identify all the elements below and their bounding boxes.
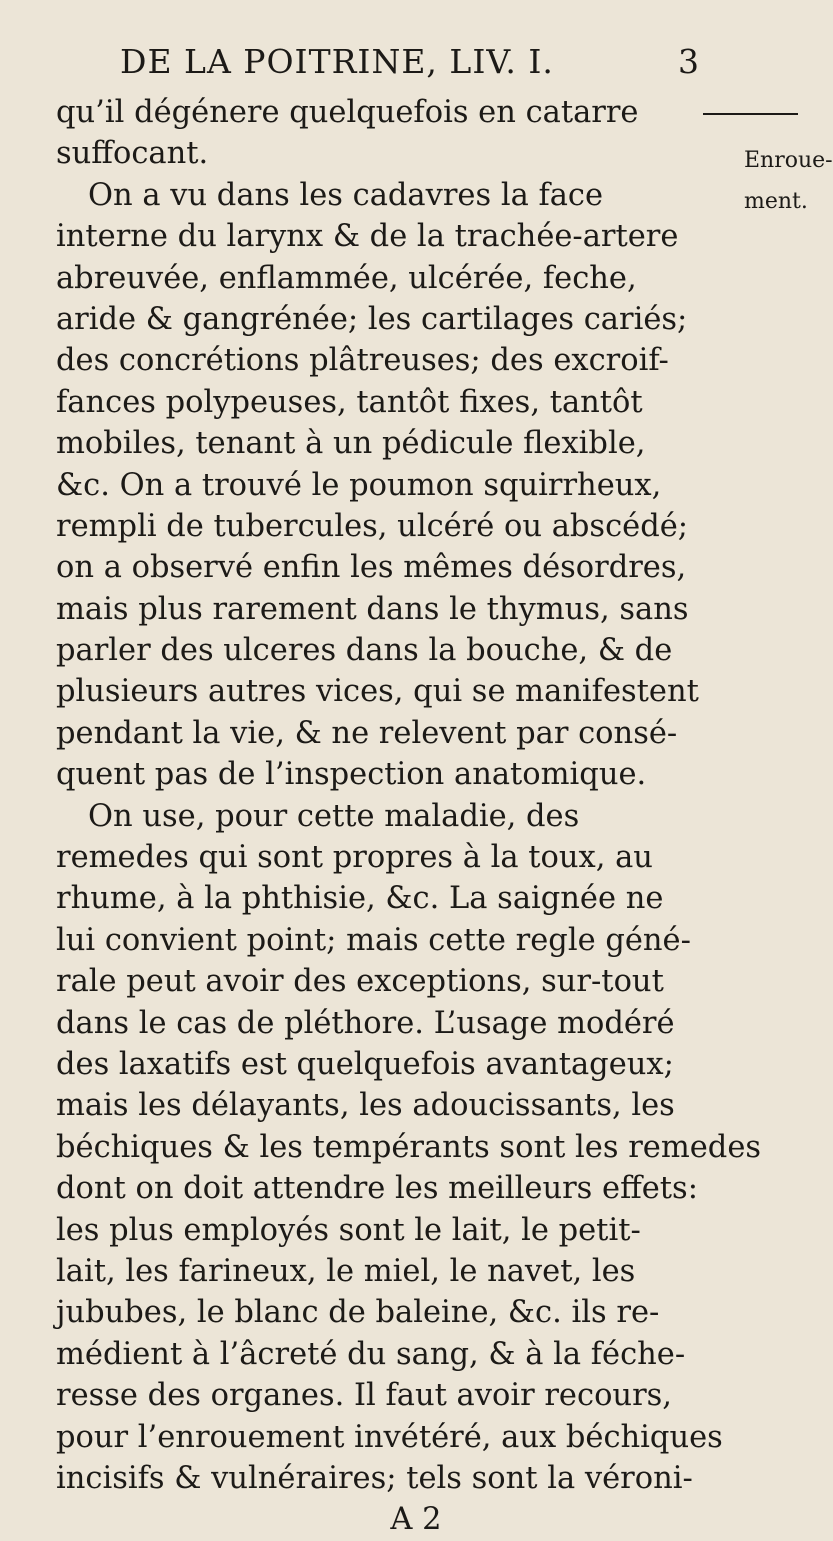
text-line: suffocant. [56,136,209,172]
text-line: lui convient point; mais cette regle géné- [56,922,691,958]
text-line: lait, les farineux, le miel, le navet, les [56,1253,636,1289]
text-line: dans le cas de pléthore. L’usage modéré [56,1005,675,1041]
margin-note-line: ment. [744,189,808,215]
page-header [100,42,700,86]
text-line: mais les délayants, les adoucissants, les [56,1088,675,1124]
margin-note-line: Enroue- [744,148,833,173]
text-line: remedes qui sont propres à la toux, au [56,840,653,876]
text-line: On a vu dans les cadavres la face [88,177,604,213]
text-line: &c. On a trouvé le poumon squirrheux, [56,467,662,503]
text-line: des laxatifs est quelquefois avantageux; [56,1046,674,1082]
text-line: mobiles, tenant à un pédicule flexible, [56,426,646,462]
text-line: rhume, à la phthisie, &c. La saignée ne [56,881,664,917]
text-line: On use, pour cette maladie, des [88,798,580,834]
body-text [56,92,762,1541]
text-line: quent pas de l’inspection anatomique. [56,757,647,793]
signature-mark: A 2 [390,1502,442,1538]
text-line: jububes, le blanc de baleine, &c. ils re- [56,1295,660,1331]
text-line: mais plus rarement dans le thymus, sans [56,591,689,627]
text-line: plusieurs autres vices, qui se manifestent [56,674,699,710]
page-number: 3 [678,42,700,81]
text-line: rale peut avoir des exceptions, sur-tout [56,964,664,1000]
text-line: interne du larynx & de la trachée-artere [56,219,679,255]
text-line: on a observé enfin les mêmes désordres, [56,550,687,586]
text-line: des concrétions plâtreuses; des excroif- [56,343,669,379]
text-line: pendant la vie, & ne relevent par consé- [56,715,678,751]
text-line: les plus employés sont le lait, le petit- [56,1212,641,1248]
running-title: DE LA POITRINE, LIV. I. [120,42,554,81]
text-line: dont on doit attendre les meilleurs effets: [56,1171,698,1207]
text-line: rempli de tubercules, ulcéré ou abscédé; [56,508,689,544]
text-line: resse des organes. Il faut avoir recours, [56,1378,673,1414]
text-line: abreuvée, enflammée, ulcérée, feche, [56,260,637,296]
text-line: fances polypeuses, tantôt fixes, tantôt [56,384,643,420]
text-line: aride & gangrénée; les cartilages cariés; [56,301,688,337]
text-line: incisifs & vulnéraires; tels sont la véroni- [56,1460,693,1496]
text-line: parler des ulceres dans la bouche, & de [56,633,673,669]
text-line: qu’il dégénere quelquefois en catarre [56,95,639,130]
text-line: béchiques & les tempérants sont les remedes [56,1129,762,1165]
text-line: pour l’enrouement invétéré, aux béchiques [56,1419,723,1455]
margin-note [744,140,833,223]
text-line: médient à l’âcreté du sang, & à la féche- [56,1336,686,1372]
